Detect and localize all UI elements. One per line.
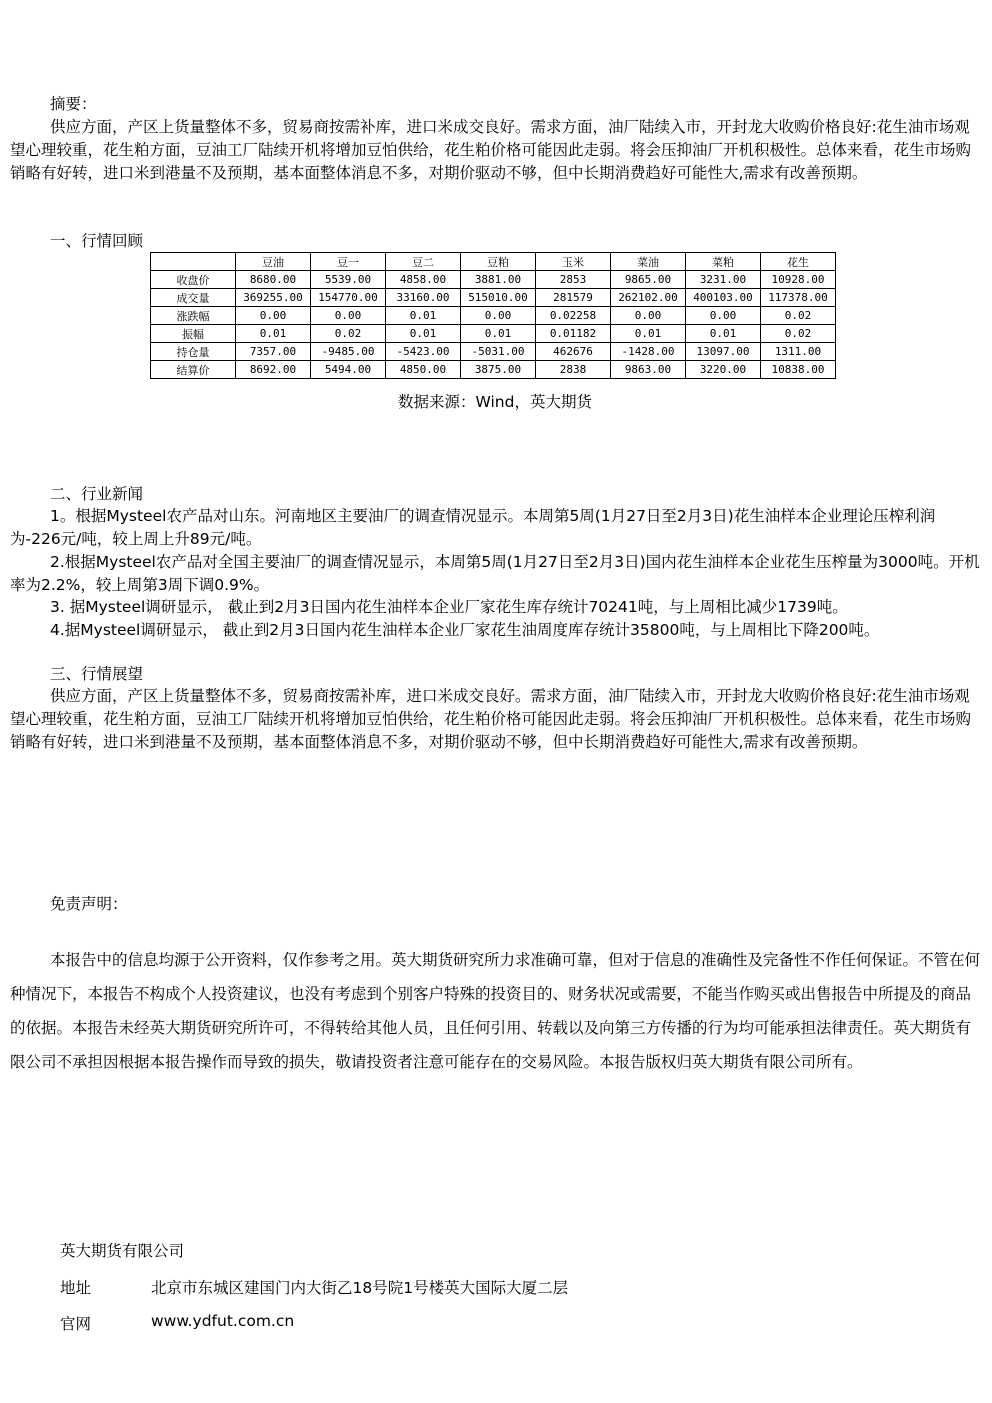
- table-cell: 10928.00: [761, 271, 836, 289]
- table-cell: 262102.00: [611, 289, 686, 307]
- company-name: 英大期货有限公司: [60, 1242, 185, 1260]
- table-cell: 0.01: [386, 307, 461, 325]
- table-cell: 0.00: [686, 307, 761, 325]
- table-row: [151, 271, 836, 289]
- table-cell: 462676: [536, 343, 611, 361]
- table-cell: 515010.00: [461, 289, 536, 307]
- table-cell: 3875.00: [461, 361, 536, 379]
- table-cell: 117378.00: [761, 289, 836, 307]
- table-cell: 3881.00: [461, 271, 536, 289]
- column-header: 菜油: [611, 253, 686, 271]
- news-item: 4.据Mysteel调研显示， 截止到2月3日国内花生油样本企业厂家花生油周度库存统计35800吨，与上周相比下降200吨。: [50, 621, 880, 639]
- table-cell: -1428.00: [611, 343, 686, 361]
- table-cell: 0.02: [761, 307, 836, 325]
- review-heading: 一、行情回顾: [50, 232, 144, 250]
- column-header: 豆二: [386, 253, 461, 271]
- column-header: 豆油: [236, 253, 311, 271]
- table-cell: 0.00: [311, 307, 386, 325]
- table-cell: 10838.00: [761, 361, 836, 379]
- table-row: [151, 325, 836, 343]
- table-row: [151, 343, 836, 361]
- table-cell: -5031.00: [461, 343, 536, 361]
- outlook-paragraph: 供应方面，产区上货量整体不多，贸易商按需补库，进口米成交良好。需求方面，油厂陆续入市，开封龙大收购价格良好:花生油市场观望心理较重，花生粕方面，豆油工厂陆续开机将增加豆怕供给，花生粕价格可能因此走弱。将会压抑油厂开机积极性。总体来看，花生市场购销略有好转，进口米到港量不及预期，基本面整体消息不多，对期价驱动不够，但中长期消费趋好可能性大,需求有改善预期。: [10, 687, 972, 751]
- news-item: 2.根据Mysteel农产品对全国主要油厂的调查情况显示，本周第5周(1月27日至2月3日)国内花生油样本企业花生压榨量为3000吨。开机率为2.2%，较上周第3周下调0.9%。: [10, 553, 980, 594]
- table-cell: 0.01: [461, 325, 536, 343]
- address-label: 地址: [60, 1279, 92, 1297]
- table-cell: 7357.00: [236, 343, 311, 361]
- table-cell: 0.01: [611, 325, 686, 343]
- row-label: 收盘价: [151, 271, 236, 289]
- table-cell: 9865.00: [611, 271, 686, 289]
- row-label: 成交量: [151, 289, 236, 307]
- table-cell: 0.02258: [536, 307, 611, 325]
- table-cell: 0.01: [386, 325, 461, 343]
- table-cell: 8680.00: [236, 271, 311, 289]
- outlook-heading: 三、行情展望: [50, 665, 144, 683]
- table-cell: 5494.00: [311, 361, 386, 379]
- news-item: 3. 据Mysteel调研显示， 截止到2月3日国内花生油样本企业厂家花生库存统计70241吨，与上周相比减少1739吨。: [50, 598, 848, 616]
- table-cell: 0.02: [311, 325, 386, 343]
- row-label: 结算价: [151, 361, 236, 379]
- summary-heading: 摘要：: [50, 95, 97, 113]
- table-cell: 8692.00: [236, 361, 311, 379]
- column-header: 花生: [761, 253, 836, 271]
- table-cell: 0.00: [236, 307, 311, 325]
- table-cell: 0.01: [236, 325, 311, 343]
- table-cell: 3231.00: [686, 271, 761, 289]
- table-cell: 369255.00: [236, 289, 311, 307]
- column-header: 菜粕: [686, 253, 761, 271]
- website-link[interactable]: www.ydfut.com.cn: [151, 1312, 295, 1330]
- table-cell: 3220.00: [686, 361, 761, 379]
- table-cell: 5539.00: [311, 271, 386, 289]
- column-header: 豆粕: [461, 253, 536, 271]
- table-cell: 0.00: [461, 307, 536, 325]
- table-row: [151, 289, 836, 307]
- table-cell: 0.01182: [536, 325, 611, 343]
- table-header-row: [151, 253, 836, 271]
- row-label: 振幅: [151, 325, 236, 343]
- address-value: 北京市东城区建国门内大街乙18号院1号楼英大国际大厦二层: [151, 1279, 569, 1297]
- table-cell: 400103.00: [686, 289, 761, 307]
- column-header: 豆一: [311, 253, 386, 271]
- market-review-table: [150, 252, 836, 379]
- table-cell: -5423.00: [386, 343, 461, 361]
- table-cell: 13097.00: [686, 343, 761, 361]
- row-label: 涨跌幅: [151, 307, 236, 325]
- news-item: 1。根据Mysteel农产品对山东。河南地区主要油厂的调查情况显示。本周第5周(1月27日至2月3日)花生油样本企业理论压榨利润为-226元/吨，较上周上升89元/吨。: [10, 507, 936, 548]
- disclaimer-paragraph: 本报告中的信息均源于公开资料，仅作参考之用。英大期货研究所力求准确可靠，但对于信息的准确性及完备性不作任何保证。不管在何种情况下，本报告不构成个人投资建议，也没有考虑到个别客户特殊的投资目的、财务状况或需要，不能当作购买或出售报告中所提及的商品的依据。本报告未经英大期货研究所许可，不得转给其他人员，且任何引用、转载以及向第三方传播的行为均可能承担法律责任。英大期货有限公司不承担因根据本报告操作而导致的损失，敬请投资者注意可能存在的交易风险。本报告版权归英大期货有限公司所有。: [10, 951, 981, 1071]
- disclaimer-heading: 免责声明：: [50, 895, 128, 913]
- table-cell: 281579: [536, 289, 611, 307]
- table-cell: 4850.00: [386, 361, 461, 379]
- table-cell: 9863.00: [611, 361, 686, 379]
- row-label: 持仓量: [151, 343, 236, 361]
- table-row: [151, 307, 836, 325]
- summary-paragraph: 供应方面，产区上货量整体不多，贸易商按需补库，进口米成交良好。需求方面，油厂陆续入市，开封龙大收购价格良好:花生油市场观望心理较重，花生粕方面，豆油工厂陆续开机将增加豆怕供给，花生粕价格可能因此走弱。将会压抑油厂开机积极性。总体来看，花生市场购销略有好转，进口米到港量不及预期，基本面整体消息不多，对期价驱动不够，但中长期消费趋好可能性大,需求有改善预期。: [10, 118, 972, 182]
- table-cell: 2838: [536, 361, 611, 379]
- table-cell: 1311.00: [761, 343, 836, 361]
- column-header: 玉米: [536, 253, 611, 271]
- news-heading: 二、行业新闻: [50, 485, 144, 503]
- table-cell: 0.00: [611, 307, 686, 325]
- table-cell: 0.01: [686, 325, 761, 343]
- table-cell: 2853: [536, 271, 611, 289]
- table-cell: -9485.00: [311, 343, 386, 361]
- table-cell: 33160.00: [386, 289, 461, 307]
- table-cell: 154770.00: [311, 289, 386, 307]
- table-corner-cell: [151, 253, 236, 271]
- table-cell: 0.02: [761, 325, 836, 343]
- table-row: [151, 361, 836, 379]
- website-label: 官网: [60, 1315, 92, 1333]
- data-source-caption: 数据来源：Wind，英大期货: [398, 393, 592, 411]
- table-cell: 4858.00: [386, 271, 461, 289]
